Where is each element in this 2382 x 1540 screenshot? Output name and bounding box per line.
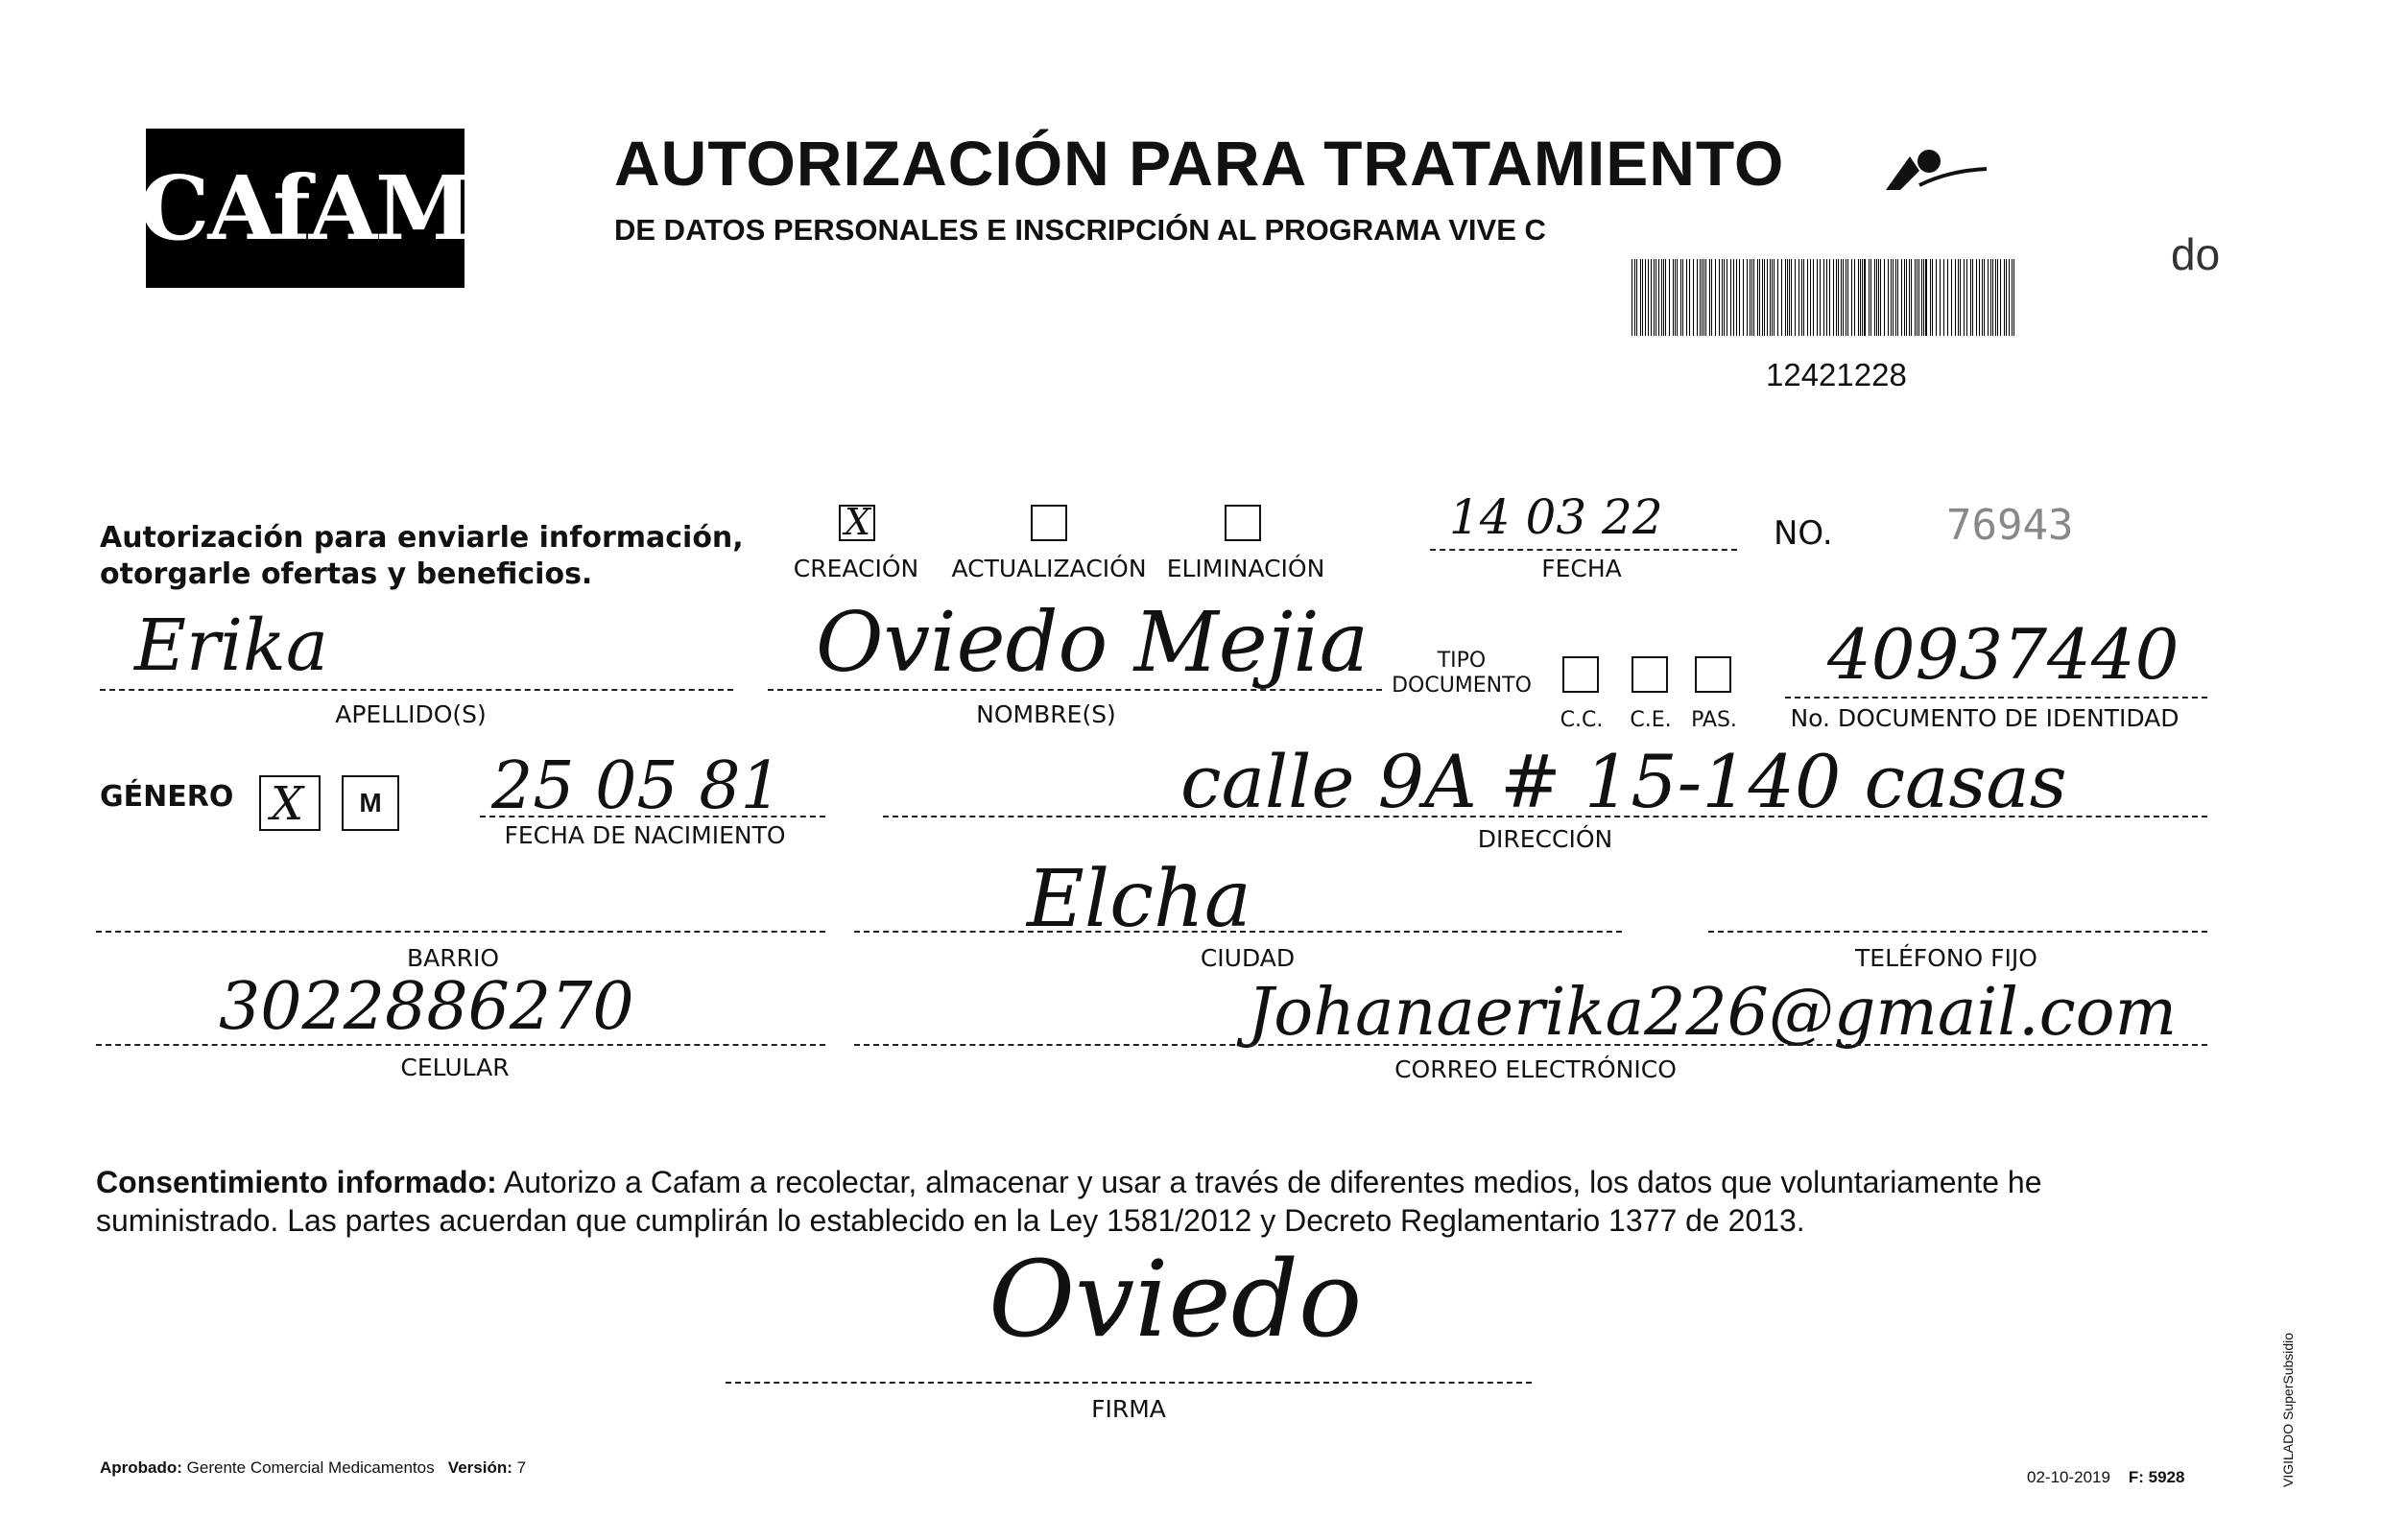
- barcode-bar: [1798, 259, 1799, 336]
- fecha-nacimiento-value[interactable]: 25 05 81: [491, 748, 782, 824]
- apellidos-value[interactable]: Erika: [134, 604, 329, 687]
- barcode-bar: [1880, 259, 1881, 336]
- genero-label: GÉNERO: [100, 780, 234, 814]
- barcode-bar: [1680, 259, 1681, 336]
- barcode-bar: [1884, 259, 1885, 336]
- barcode-bar: [1936, 259, 1937, 336]
- side-vigilado-text: VIGILADO SuperSubsidio: [2280, 1332, 2296, 1487]
- fecha-line: [1430, 549, 1737, 551]
- barcode-bar: [1976, 259, 1977, 336]
- barcode-bar: [1921, 259, 1922, 336]
- barcode-bar: [1669, 259, 1670, 336]
- correo-line: [854, 1044, 2207, 1046]
- barcode-bar: [1970, 259, 1971, 336]
- checkbox-pas[interactable]: [1695, 656, 1731, 693]
- barcode-bar: [1995, 259, 1996, 336]
- barcode-bar: [1917, 259, 1918, 336]
- stray-text: do: [2171, 229, 2221, 279]
- signature-value[interactable]: Oviedo: [989, 1238, 1363, 1361]
- barcode-bar: [1689, 259, 1690, 336]
- barcode-bar: [1719, 259, 1720, 336]
- barcode-bar: [1901, 259, 1902, 336]
- cafam-logo: [139, 129, 471, 288]
- barcode-bar: [1940, 259, 1941, 336]
- barcode-bar: [1955, 259, 1956, 336]
- barcode-bar: [1736, 259, 1737, 336]
- correo-value[interactable]: Johanaerika226@gmail.com: [1248, 975, 2178, 1051]
- barcode-bar: [1960, 259, 1961, 336]
- genero-m-label: M: [359, 788, 382, 817]
- barcode-bar: [1925, 259, 1927, 336]
- barcode-bar: [1697, 259, 1698, 336]
- barcode-bar: [1823, 259, 1824, 336]
- barcode-bar: [1663, 259, 1664, 336]
- barcode-bar: [1640, 259, 1641, 336]
- nombres-label: NOMBRE(S): [976, 700, 1116, 728]
- version-label: Versión:: [447, 1458, 512, 1477]
- barcode-bar: [1847, 259, 1848, 336]
- checkbox-cc[interactable]: [1562, 656, 1599, 693]
- barcode-bar: [1841, 259, 1842, 336]
- checkbox-creacion-mark: X: [845, 501, 871, 543]
- barcode-bar: [1803, 259, 1804, 336]
- barrio-label: BARRIO: [406, 944, 500, 972]
- checkbox-creacion[interactable]: [839, 501, 875, 543]
- barcode-bar: [1813, 259, 1814, 336]
- barcode-bar: [1711, 259, 1712, 336]
- barcode-bar: [1943, 259, 1944, 336]
- documento-value[interactable]: 40937440: [1827, 614, 2180, 695]
- direccion-value[interactable]: calle 9A # 15-140 casas: [1180, 739, 2067, 824]
- documento-label: No. DOCUMENTO DE IDENTIDAD: [1790, 704, 2180, 732]
- barcode-bar: [1753, 259, 1754, 336]
- barcode-bar: [2009, 259, 2010, 336]
- barcode-bar: [1923, 259, 1924, 336]
- barcode-bar: [1770, 259, 1771, 336]
- barcode-bar: [1836, 259, 1837, 336]
- telefono-line: [1708, 931, 2207, 933]
- barcode-bar: [1645, 259, 1646, 336]
- barcode-bar: [1774, 259, 1775, 336]
- barcode-bar: [1703, 259, 1704, 336]
- barcode-bar: [1860, 259, 1861, 336]
- barcode-bar: [1851, 259, 1852, 336]
- barcode-bar: [1854, 259, 1855, 336]
- footer-approved: [100, 1458, 526, 1478]
- barcode-bar: [1911, 259, 1912, 336]
- barcode-bar: [1722, 259, 1723, 336]
- fecha-value[interactable]: 14 03 22: [1449, 489, 1663, 545]
- telefono-label: TELÉFONO FIJO: [1855, 944, 2037, 972]
- barcode-bar: [1673, 259, 1674, 336]
- barcode-bar: [1658, 259, 1659, 336]
- barcode-bar: [1820, 259, 1821, 336]
- nombres-value[interactable]: Oviedo Mejia: [816, 595, 1370, 691]
- correo-label: CORREO ELECTRÓNICO: [1394, 1055, 1677, 1083]
- checkbox-actualizacion[interactable]: [1031, 505, 1067, 541]
- label-pas: PAS.: [1691, 708, 1737, 732]
- label-ce: C.E.: [1630, 708, 1672, 732]
- fecha-nacimiento-label: FECHA DE NACIMIENTO: [504, 821, 786, 849]
- barcode-bar: [1897, 259, 1898, 336]
- barcode-bar: [1743, 259, 1744, 336]
- footer-codes: [2027, 1468, 2184, 1487]
- barcode-bar: [1665, 259, 1666, 336]
- celular-value[interactable]: 3022886270: [219, 969, 634, 1045]
- barcode-bar: [1682, 259, 1683, 336]
- celular-label: CELULAR: [400, 1054, 510, 1081]
- barcode-bar: [1966, 259, 1967, 336]
- documento-line: [1785, 697, 2207, 699]
- barcode-bar: [1651, 259, 1652, 336]
- barcode-bar: [1826, 259, 1827, 336]
- aprobado-label: Aprobado:: [100, 1458, 182, 1477]
- barcode-bar: [1947, 259, 1948, 336]
- barcode-bar: [1876, 259, 1877, 336]
- barcode-bar: [1984, 259, 1985, 336]
- barcode-bar: [1990, 259, 1991, 336]
- direccion-label: DIRECCIÓN: [1477, 825, 1613, 853]
- barcode-bar: [1878, 259, 1879, 336]
- barcode-bar: [1909, 259, 1910, 336]
- tipo-documento-label: TIPO DOCUMENTO: [1392, 649, 1532, 698]
- barcode-bar: [1757, 259, 1758, 336]
- barcode-bar: [1677, 259, 1678, 336]
- signature-label: FIRMA: [1091, 1395, 1166, 1423]
- barcode-bar: [1874, 259, 1875, 336]
- checkbox-eliminacion[interactable]: [1225, 505, 1261, 541]
- barcode-bar: [1888, 259, 1889, 336]
- barcode-bar: [1715, 259, 1716, 336]
- barcode-bar: [1655, 259, 1656, 336]
- barcode-bar: [1636, 259, 1637, 336]
- ciudad-label: CIUDAD: [1200, 944, 1296, 972]
- fecha-nacimiento-line: [480, 816, 825, 817]
- barcode: [1632, 259, 2020, 336]
- ciudad-value[interactable]: Elcha: [1027, 854, 1251, 945]
- label-creacion: CREACIÓN: [793, 555, 919, 582]
- barcode-bar: [1705, 259, 1706, 336]
- barcode-bar: [1891, 259, 1892, 336]
- consent-text: Autorizo a Cafam a recolectar, almacenar y usar a través de diferentes medios, los datos que voluntariamente he suministrado. Las partes acuerdan que cumplirán lo establecido en la Ley 1581/2012 y Decreto Reglamentario 1377 de 2013.: [96, 1165, 2042, 1238]
- barcode-bar: [2012, 259, 2013, 336]
- page-subtitle: DE DATOS PERSONALES E INSCRIPCIÓN AL PROGRAMA VIVE C: [614, 213, 1546, 247]
- barcode-bar: [1709, 259, 1710, 336]
- barcode-bar: [1982, 259, 1983, 336]
- barcode-bar: [1893, 259, 1894, 336]
- barcode-bar: [1869, 259, 1870, 336]
- barcode-bar: [2004, 259, 2005, 336]
- barcode-bar: [1997, 259, 1998, 336]
- barcode-bar: [1930, 259, 1931, 336]
- barcode-bar: [1964, 259, 1965, 336]
- page-title: AUTORIZACIÓN PARA TRATAMIENTO: [614, 128, 1785, 199]
- barcode-bar: [1932, 259, 1933, 336]
- barcode-bar: [1862, 259, 1863, 336]
- vigilado-emblem-icon: [1881, 142, 1996, 200]
- apellidos-line: [100, 689, 733, 691]
- barcode-bar: [2013, 259, 2014, 336]
- barcode-bar: [1777, 259, 1778, 336]
- intro-text: Autorización para enviarle información, otorgarle ofertas y beneficios.: [100, 521, 744, 591]
- label-actualizacion: ACTUALIZACIÓN: [951, 555, 1147, 582]
- barcode-bar: [1686, 259, 1687, 336]
- logo-text: CAfAM: [139, 156, 471, 260]
- barcode-bar: [1904, 259, 1905, 336]
- barcode-bar: [1634, 259, 1635, 336]
- barcode-bar: [1918, 259, 1919, 336]
- consent-paragraph: [96, 1163, 2207, 1240]
- barcode-bar: [1979, 259, 1980, 336]
- barcode-bar: [1724, 259, 1725, 336]
- barcode-bar: [1750, 259, 1751, 336]
- barcode-bar: [1843, 259, 1844, 336]
- barcode-bar: [1972, 259, 1973, 336]
- barcode-bar: [1807, 259, 1808, 336]
- barcode-bar: [1675, 259, 1676, 336]
- checkbox-genero-f[interactable]: [259, 775, 321, 831]
- barcode-bar: [1958, 259, 1959, 336]
- fecha-label: FECHA: [1541, 555, 1622, 582]
- nombres-line: [768, 689, 1382, 691]
- barcode-bar: [1654, 259, 1655, 336]
- barcode-bar: [1739, 259, 1740, 336]
- ciudad-line: [854, 931, 1622, 933]
- barcode-bar: [1988, 259, 1989, 336]
- barcode-bar: [1751, 259, 1752, 336]
- version-value: 7: [516, 1458, 527, 1477]
- barcode-bar: [1829, 259, 1830, 336]
- barcode-bar: [1915, 259, 1916, 336]
- barcode-bar: [1759, 259, 1760, 336]
- numero-label: NO.: [1774, 514, 1833, 553]
- signature-line: [726, 1382, 1532, 1384]
- checkbox-genero-m[interactable]: [342, 775, 399, 831]
- barcode-bar: [1791, 259, 1792, 336]
- barcode-bar: [1702, 259, 1703, 336]
- barcode-bar: [1833, 259, 1834, 336]
- barcode-bar: [1762, 259, 1763, 336]
- barcode-bar: [1764, 259, 1765, 336]
- barcode-bar: [1733, 259, 1734, 336]
- barcode-bar: [2006, 259, 2007, 336]
- barcode-bar: [1870, 259, 1871, 336]
- barcode-bar: [1642, 259, 1643, 336]
- label-cc: C.C.: [1560, 708, 1604, 732]
- label-eliminacion: ELIMINACIÓN: [1166, 555, 1325, 582]
- barcode-bar: [1801, 259, 1802, 336]
- barcode-bar: [1730, 259, 1731, 336]
- barcode-bar: [1661, 259, 1662, 336]
- barcode-bar: [1795, 259, 1796, 336]
- barcode-bar: [1693, 259, 1694, 336]
- barrio-line: [96, 931, 825, 933]
- date-code: 02-10-2019: [2027, 1468, 2110, 1486]
- apellidos-label: APELLIDO(S): [335, 700, 487, 728]
- barcode-bar: [1781, 259, 1782, 336]
- barcode-bar: [2000, 259, 2001, 336]
- direccion-line: [883, 816, 2207, 817]
- barcode-bar: [1810, 259, 1811, 336]
- numero-value: 76943: [1946, 501, 2074, 550]
- form-code: F: 5928: [2128, 1468, 2185, 1486]
- checkbox-ce[interactable]: [1632, 656, 1668, 693]
- barcode-bar: [1772, 259, 1773, 336]
- aprobado-value: Gerente Comercial Medicamentos: [186, 1458, 435, 1477]
- genero-f-mark: X: [271, 777, 304, 831]
- celular-line: [96, 1044, 825, 1046]
- barcode-bar: [1767, 259, 1768, 336]
- consent-heading: Consentimiento informado:: [96, 1165, 497, 1199]
- barcode-number: 12421228: [1766, 357, 1907, 392]
- barcode-bar: [1895, 259, 1896, 336]
- barcode-bar: [1789, 259, 1790, 336]
- barcode-bar: [1785, 259, 1786, 336]
- barcode-bar: [1858, 259, 1859, 336]
- barcode-bar: [1992, 259, 1993, 336]
- barcode-bar: [1838, 259, 1839, 336]
- barcode-bar: [1787, 259, 1788, 336]
- barcode-bar: [1648, 259, 1649, 336]
- barcode-bar: [1951, 259, 1952, 336]
- barcode-bar: [1906, 259, 1907, 336]
- barcode-bar: [1817, 259, 1818, 336]
- barcode-bar: [1747, 259, 1748, 336]
- barcode-bar: [1864, 259, 1866, 336]
- barcode-bar: [1700, 259, 1701, 336]
